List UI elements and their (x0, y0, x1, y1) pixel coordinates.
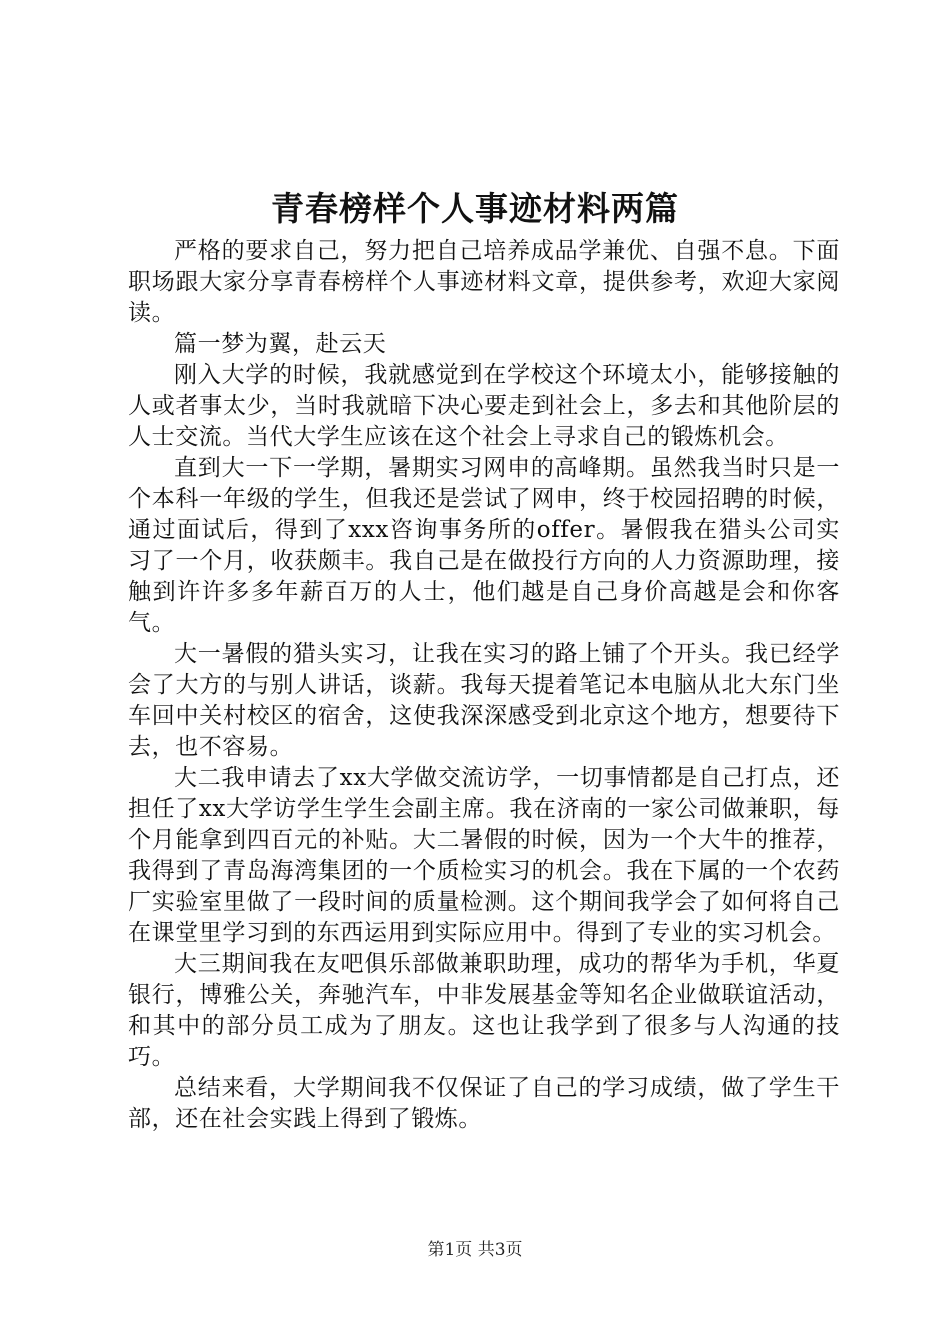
paragraph-summary: 总结来看，大学期间我不仅保证了自己的学习成绩，做了学生干部，还在社会实践上得到了锻炼。 (128, 1075, 840, 1132)
paragraph: 刚入大学的时候，我就感觉到在学校这个环境太小，能够接触的人或者事太少，当时我就暗下决心要走到社会上，多去和其他阶层的人士交流。当代大学生应该在这个社会上寻求自己的锻炼机会。 (128, 362, 840, 450)
paragraph: 直到大一下一学期，暑期实习网申的高峰期。虽然我当时只是一个本科一年级的学生，但我还是尝试了网申，终于校园招聘的时候，通过面试后，得到了xxx咨询事务所的offer。暑假我在猎头公司实习了一个月，收获颇丰。我自己是在做投行方向的人力资源助理，接触到许许多多年薪百万的人士，他们越是自己身价高越是会和你客气。 (128, 455, 840, 636)
paragraph-intro: 严格的要求自己，努力把自己培养成品学兼优、自强不息。下面职场跟大家分享青春榜样个人事迹材料文章，提供参考，欢迎大家阅读。 (128, 238, 840, 326)
document-title: 青春榜样个人事迹材料两篇 (271, 189, 679, 228)
document-body (128, 236, 840, 1135)
paragraph: 大三期间我在友吧俱乐部做兼职助理，成功的帮华为手机，华夏银行，博雅公关，奔驰汽车，中非发展基金等知名企业做联谊活动，和其中的部分员工成为了朋友。这也让我学到了很多与人沟通的技巧。 (128, 951, 840, 1070)
paragraph: 大二我申请去了xx大学做交流访学，一切事情都是自己打点，还担任了xx大学访学生学生会副主席。我在济南的一家公司做兼职，每个月能拿到四百元的补贴。大二暑假的时候，因为一个大牛的推荐，我得到了青岛海湾集团的一个质检实习的机会。我在下属的一个农药厂实验室里做了一段时间的质量检测。这个期间我学会了如何将自己在课堂里学习到的东西运用到实际应用中。得到了专业的实习机会。 (128, 765, 840, 946)
paragraph-section-heading: 篇一梦为翼，赴云天 (174, 331, 387, 357)
page-number-footer: 第1页 共3页 (427, 1240, 523, 1260)
paragraph: 大一暑假的猎头实习，让我在实习的路上铺了个开头。我已经学会了大方的与别人讲话，谈薪。我每天提着笔记本电脑从北大东门坐车回中关村校区的宿舍，这使我深深感受到北京这个地方，想要待下去，也不容易。 (128, 641, 840, 760)
